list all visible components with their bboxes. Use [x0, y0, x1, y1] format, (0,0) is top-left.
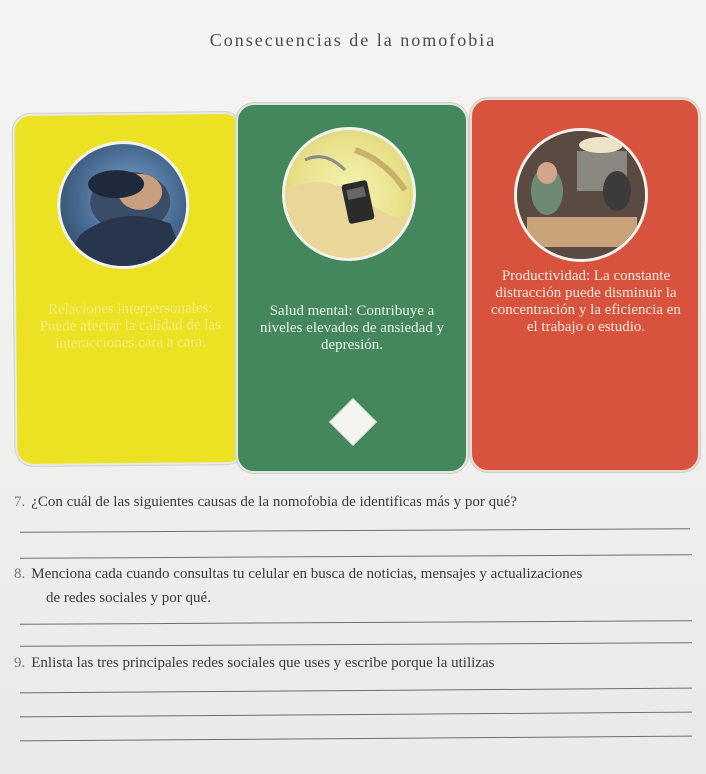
- question-text: Enlista las tres principales redes sociales que uses y escribe porque la utilizas: [31, 655, 495, 671]
- question-9: [14, 655, 494, 672]
- answer-line[interactable]: [20, 642, 692, 647]
- question-7: [14, 494, 517, 511]
- card-text-productividad: Productividad: La constante distracción puede disminuir la concentración y la eficiencia en el trabajo o estudio.: [491, 268, 681, 335]
- card-relaciones: [12, 112, 245, 466]
- card-text-relaciones: Relaciones interpersonales: Puede afectar la calidad de las interacciones cara a cara.: [39, 300, 221, 352]
- answer-line[interactable]: [20, 554, 692, 559]
- answer-line[interactable]: [20, 736, 692, 742]
- question-number: 8.: [14, 566, 26, 582]
- question-8-continuation: de redes sociales y por qué.: [46, 590, 211, 606]
- card-productividad: [470, 98, 700, 472]
- answer-line[interactable]: [20, 712, 692, 718]
- answer-line[interactable]: [20, 688, 692, 694]
- question-8: [14, 566, 582, 583]
- answer-line[interactable]: [20, 528, 690, 533]
- question-text: Menciona cada cuando consultas tu celular en busca de noticias, mensajes y actualizaciones: [31, 566, 583, 582]
- answer-line[interactable]: [20, 620, 692, 625]
- card-photo-restaurant: [514, 128, 648, 262]
- card-text-salud-mental: Salud mental: Contribuye a niveles elevados de ansiedad y depresión.: [259, 303, 445, 353]
- question-number: 7.: [14, 494, 26, 510]
- question-text: ¿Con cuál de las siguientes causas de la nomofobia de identificas más y por qué?: [31, 494, 517, 510]
- diamond-shape: [329, 398, 377, 446]
- card-photo-stressed-person: [57, 140, 190, 269]
- question-number: 9.: [14, 655, 26, 671]
- card-photo-phone-hand: [282, 127, 416, 261]
- card-salud-mental: [236, 103, 468, 473]
- page-title: Consecuencias de la nomofobia: [209, 30, 497, 50]
